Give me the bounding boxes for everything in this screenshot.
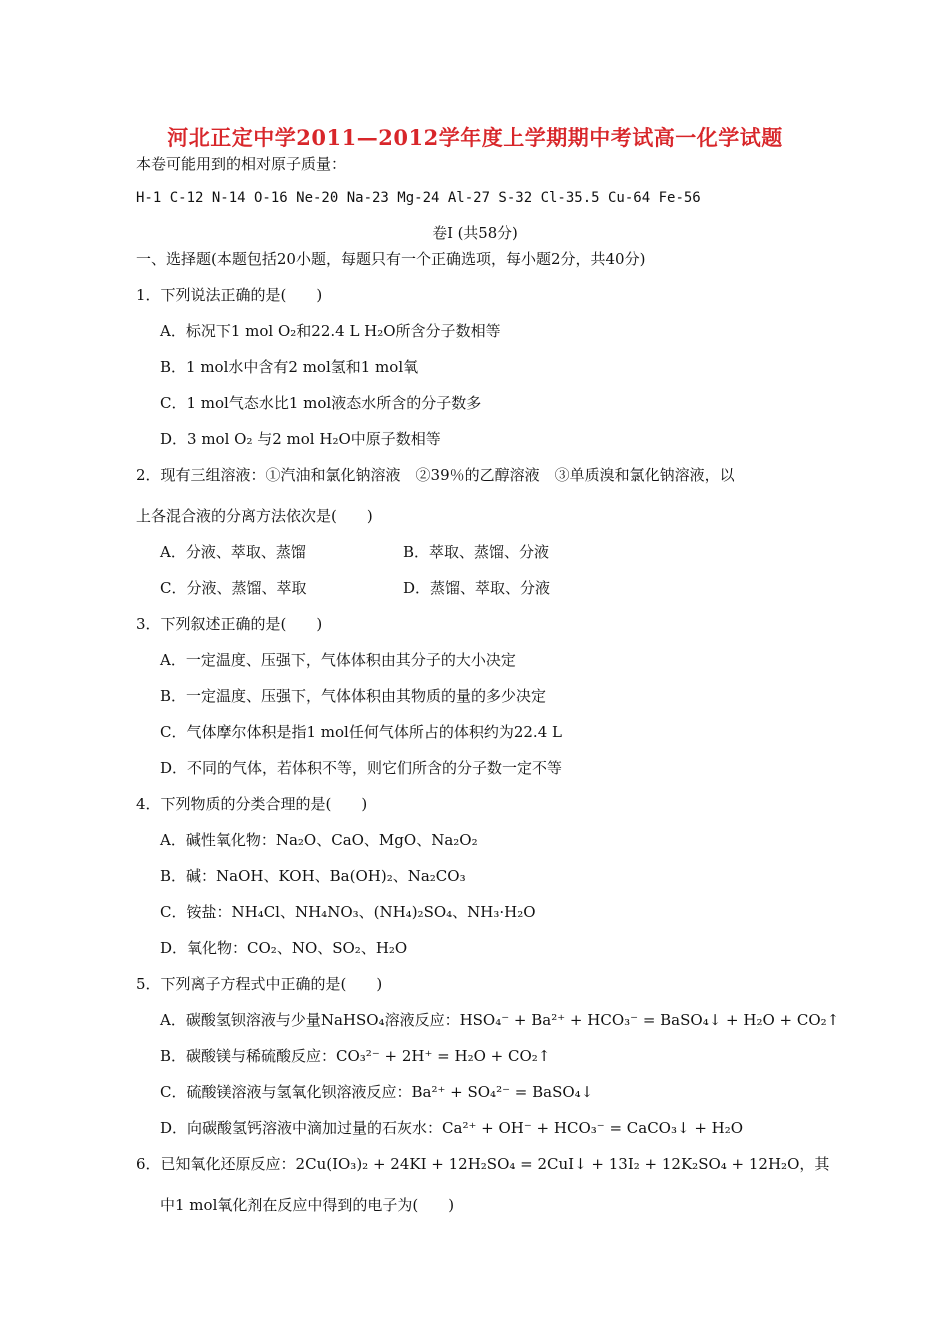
question-2-option-c: C．分液、蒸馏、萃取 [160,579,307,597]
part-title: 一、选择题(本题包括20小题，每题只有一个正确选项，每小题2分，共40分) [136,250,646,268]
intro-text: 本卷可能用到的相对原子质量： [136,155,347,173]
question-2-option-d: D．蒸馏、萃取、分液 [403,579,551,597]
question-1-option-a: A．标况下1 mol O₂和22.4 L H₂O所含分子数相等 [160,322,501,340]
question-1-option-c: C．1 mol气态水比1 mol液态水所含的分子数多 [160,394,482,412]
question-1-stem: 1．下列说法正确的是( ) [136,286,323,304]
question-3-option-d: D．不同的气体，若体积不等，则它们所含的分子数一定不等 [160,759,563,777]
question-5-option-d: D．向碳酸氢钙溶液中滴加过量的石灰水：Ca²⁺ + OH⁻ + HCO₃⁻ = CaCO₃↓ + H₂O [160,1119,744,1137]
question-2-option-a: A．分液、萃取、蒸馏 [160,543,306,561]
question-3-option-c: C．气体摩尔体积是指1 mol任何气体所占的体积约为22.4 L [160,723,562,741]
question-4-option-d: D．氧化物：CO₂、NO、SO₂、H₂O [160,939,408,957]
document-title: 河北正定中学2011—2012学年度上学期期中考试高一化学试题 [167,125,783,150]
question-6-stem-line1: 6．已知氧化还原反应：2Cu(IO₃)₂ + 24KI + 12H₂SO₄ = 2CuI↓ + 13I₂ + 12K₂SO₄ + 12H₂O，其 [136,1155,830,1173]
question-3-option-a: A．一定温度、压强下，气体体积由其分子的大小决定 [160,651,516,669]
question-1-option-b: B．1 mol水中含有2 mol氢和1 mol氧 [160,358,419,376]
question-3-stem: 3．下列叙述正确的是( ) [136,615,323,633]
question-5-option-b: B．碳酸镁与稀硫酸反应：CO₃²⁻ + 2H⁺ = H₂O + CO₂↑ [160,1047,551,1065]
question-1-option-d: D．3 mol O₂ 与2 mol H₂O中原子数相等 [160,430,441,448]
question-4-stem: 4．下列物质的分类合理的是( ) [136,795,368,813]
question-5-option-c: C．硫酸镁溶液与氢氧化钡溶液反应：Ba²⁺ + SO₄²⁻ = BaSO₄↓ [160,1083,594,1101]
question-4-option-b: B．碱：NaOH、KOH、Ba(OH)₂、Na₂CO₃ [160,867,466,885]
question-5-stem: 5．下列离子方程式中正确的是( ) [136,975,383,993]
question-2-stem-line1: 2．现有三组溶液：①汽油和氯化钠溶液 ②39％的乙醇溶液 ③单质溴和氯化钠溶液，以 [136,466,735,484]
question-3-option-b: B．一定温度、压强下，气体体积由其物质的量的多少决定 [160,687,547,705]
section-title: 卷Ⅰ (共58分) [432,225,518,242]
question-2-stem-line2: 上各混合液的分离方法依次是( ) [136,507,373,525]
question-4-option-c: C．铵盐：NH₄Cl、NH₄NO₃、(NH₄)₂SO₄、NH₃·H₂O [160,903,536,921]
question-4-option-a: A．碱性氧化物：Na₂O、CaO、MgO、Na₂O₂ [160,831,478,849]
atomic-masses: H-1 C-12 N-14 O-16 Ne-20 Na-23 Mg-24 Al-27 S-32 Cl-35.5 Cu-64 Fe-56 [136,190,701,206]
question-5-option-a: A．碳酸氢钡溶液与少量NaHSO₄溶液反应：HSO₄⁻ + Ba²⁺ + HCO₃⁻ = BaSO₄↓ + H₂O + CO₂↑ [160,1011,840,1029]
question-6-stem-line2: 中1 mol氧化剂在反应中得到的电子为( ) [160,1196,455,1214]
question-2-option-b: B．萃取、蒸馏、分液 [403,543,550,561]
